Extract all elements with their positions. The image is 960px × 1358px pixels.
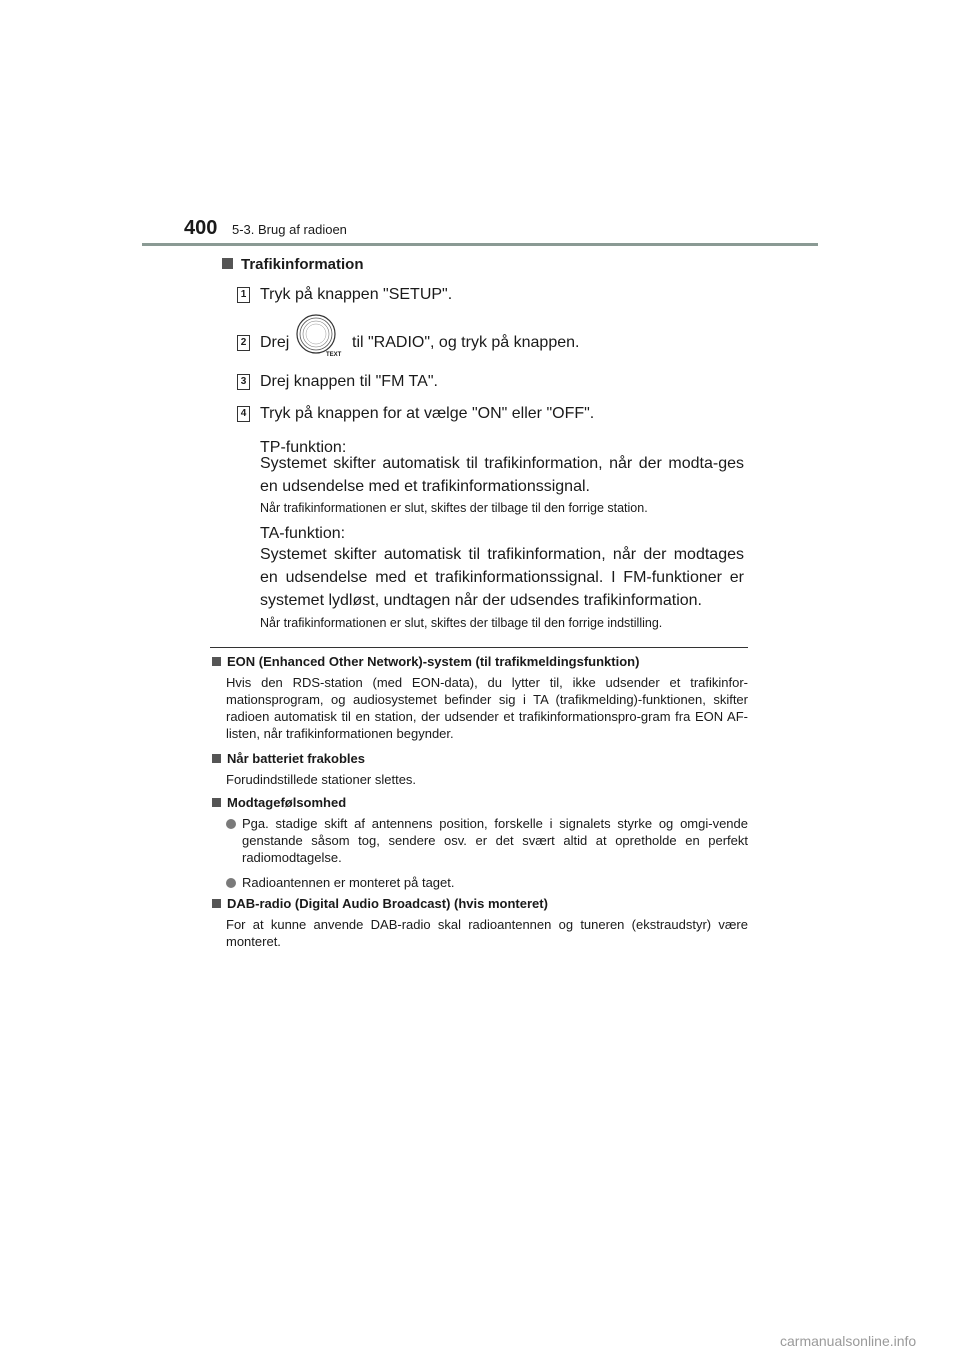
bullet-dot-icon [226, 878, 236, 888]
step-text-after: til "RADIO", og tryk på knappen. [352, 334, 580, 351]
square-bullet-icon [212, 899, 221, 908]
note-title-eon: EON (Enhanced Other Network)-system (til trafikmeldingsfunktion) [212, 654, 639, 669]
step-number: 1 [237, 287, 250, 303]
knob-text-label: TEXT [326, 352, 342, 358]
square-bullet-icon [212, 798, 221, 807]
bullet-dot-icon [226, 819, 236, 829]
note-body-eon: Hvis den RDS-station (med EON-data), du lytter til, ikke udsender et trafikinfor-mationsprogram, og audiosystemet befinder sig i TA (trafikmelding)-funktionen, skifter radioen automatisk til en station, der udsender et trafikinformationspro-gram fra EON AF-listen, når trafikinformationen begynder. [226, 675, 748, 741]
section-title: Trafikinformation [222, 256, 364, 273]
step-text-before: Drej [260, 334, 290, 351]
note-body-battery: Forudindstillede stationer slettes. [226, 772, 417, 787]
note-title-battery: Når batteriet frakobles [212, 751, 365, 766]
ta-heading: TA-funktion: [260, 525, 346, 542]
note-body-dab: For at kunne anvende DAB-radio skal radioantennen og tuneren (ekstraudstyr) være monteret. [226, 917, 748, 949]
ta-text: Systemet skifter automatisk til trafikinformation, når der modtages en udsendelse med et trafikinformationssignal. I FM-funktioner er systemet lydløst, undtagen når der udsendes trafikinformation. [260, 546, 744, 609]
step-number: 2 [237, 335, 250, 351]
page-number: 400 [184, 217, 218, 239]
step-number: 3 [237, 374, 250, 390]
chapter-title: 5-3. Brug af radioen [232, 222, 347, 237]
section-divider [210, 647, 748, 648]
square-bullet-icon [222, 258, 233, 269]
watermark: carmanualsonline.info [780, 1333, 917, 1349]
step-text: Drej knappen til "FM TA". [260, 373, 438, 390]
step-number: 4 [237, 406, 250, 422]
tp-text: Systemet skifter automatisk til trafikinformation, når der modta-ges en udsendelse med et trafikinformationssignal. [260, 455, 744, 495]
header-rule [142, 243, 818, 246]
step-text: Tryk på knappen "SETUP". [260, 286, 453, 303]
step-text: Tryk på knappen for at vælge "ON" eller "OFF". [260, 405, 595, 422]
note-bullet: Radioantennen er monteret på taget. [226, 874, 748, 892]
tp-note: Når trafikinformationen er slut, skiftes der tilbage til den forrige station. [260, 501, 648, 515]
square-bullet-icon [212, 657, 221, 666]
note-title-dab: DAB-radio (Digital Audio Broadcast) (hvis monteret) [212, 896, 548, 911]
square-bullet-icon [212, 754, 221, 763]
tp-heading: TP-funktion: [260, 439, 347, 456]
note-title-sensitivity: Modtagefølsomhed [212, 795, 346, 810]
note-bullet: Pga. stadige skift af antennens position, forskelle i signalets styrke og omgi-vende genstande såsom tog, sendere osv. er det svært altid at opretholde en perfekt radiomodtagelse. [226, 815, 748, 867]
ta-note: Når trafikinformationen er slut, skiftes der tilbage til den forrige indstilling. [260, 616, 663, 630]
